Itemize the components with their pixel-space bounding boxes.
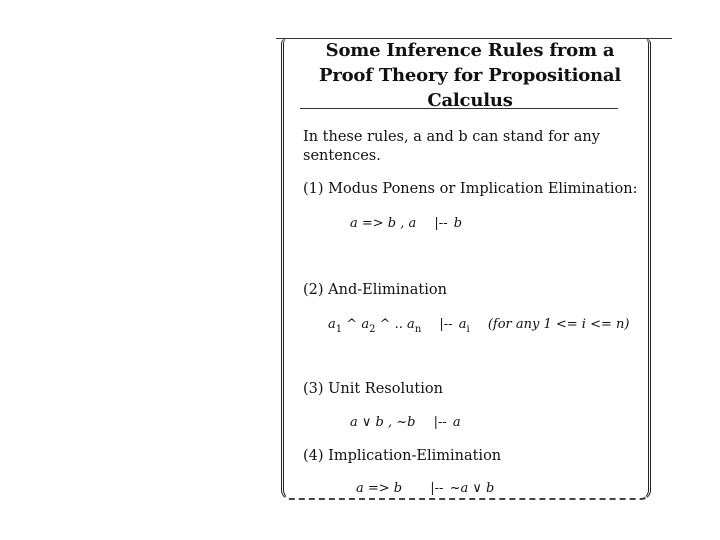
rule-2-term-an: a bbox=[407, 317, 415, 332]
rule-4-formula bbox=[356, 480, 494, 498]
rule-4-conclusion: ~a ∨ b bbox=[449, 481, 495, 496]
rule-2-conclusion: a bbox=[458, 317, 467, 332]
rule-3-heading: (3) Unit Resolution bbox=[303, 381, 443, 397]
rule-2-sub-n: n bbox=[414, 324, 422, 335]
rule-3-turnstile: |-- bbox=[433, 415, 447, 430]
rule-2-turnstile: |-- bbox=[439, 317, 453, 332]
rule-2-heading: (2) And-Elimination bbox=[303, 282, 447, 298]
rule-2-formula bbox=[328, 316, 629, 339]
rule-1-premise: a => b , a bbox=[350, 216, 417, 231]
rule-1-conclusion: b bbox=[453, 216, 463, 231]
page-title bbox=[300, 38, 640, 113]
rule-4-turnstile: |-- bbox=[430, 481, 444, 496]
rule-1-heading: (1) Modus Ponens or Implication Elimination: bbox=[303, 181, 638, 197]
rule-3-premise: a ∨ b , ~b bbox=[350, 415, 416, 430]
rule-2-term-a1: a bbox=[328, 317, 336, 332]
rule-1-formula bbox=[350, 215, 462, 233]
rule-2-and-2: ^ .. bbox=[379, 317, 403, 332]
rule-2-sub-i: i bbox=[466, 324, 470, 335]
rule-4-premise: a => b bbox=[356, 481, 403, 496]
title-line-3: Calculus bbox=[427, 90, 513, 111]
title-divider bbox=[300, 108, 618, 109]
intro-text: In these rules, a and b can stand for any sentences. bbox=[303, 129, 600, 164]
rule-2-and-1: ^ bbox=[346, 317, 358, 332]
rule-2-sub-1: 1 bbox=[335, 324, 343, 335]
rule-3-conclusion: a bbox=[452, 415, 461, 430]
rule-1-turnstile: |-- bbox=[434, 216, 448, 231]
title-line-1: Some Inference Rules from a bbox=[325, 40, 615, 61]
rule-4-heading: (4) Implication-Elimination bbox=[303, 448, 502, 464]
title-line-2: Proof Theory for Propositional bbox=[318, 65, 622, 86]
rule-2-sub-2: 2 bbox=[369, 324, 376, 335]
rule-2-note: (for any 1 <= i <= n) bbox=[487, 317, 630, 332]
rule-3-formula bbox=[350, 414, 461, 432]
rule-2-term-a2: a bbox=[361, 317, 370, 332]
